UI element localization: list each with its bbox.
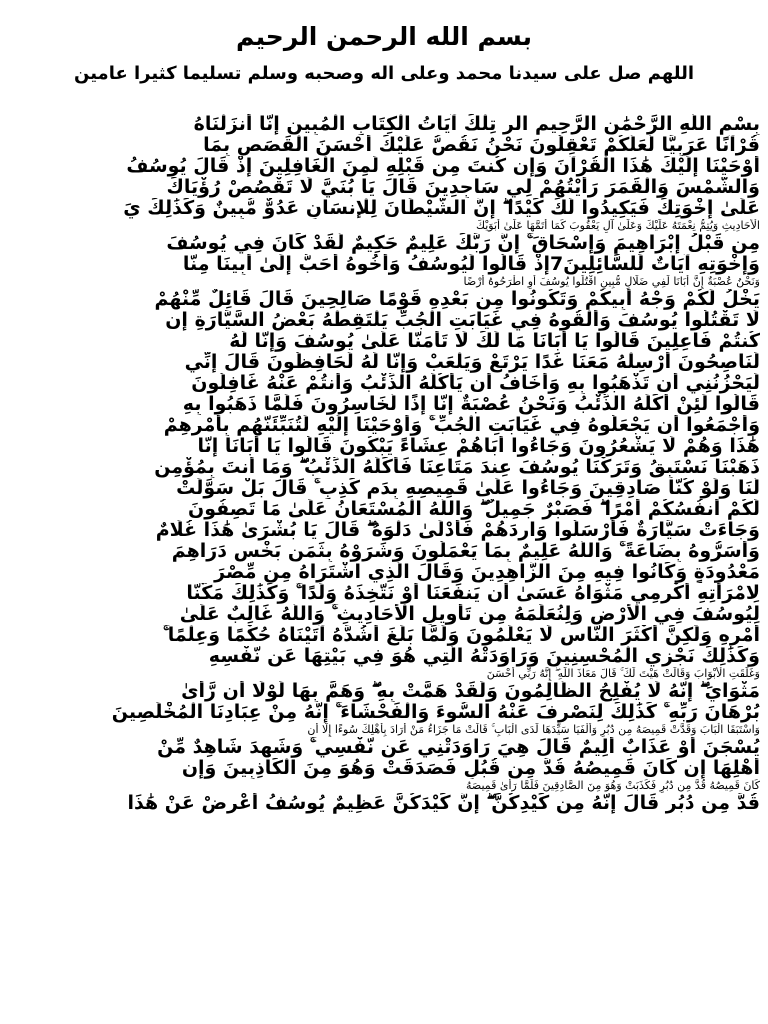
verse-text-line: وَإِخْوَتِهِ آيَاتٌ لِّلسَّائِلِينَ7إِذْ قَالُوا لَيُوسُفُ وَأَخُوهُ أَحَبُّ إِلَىٰ أَبِينَا مِنَّا: [182, 254, 760, 275]
verse-text-line: بُرْهَانَ رَبِّهِ ۚ كَذَٰلِكَ لِنَصْرِفَ عَنْهُ السُّوءَ وَالْفَحْشَاءَ ۚ إِنَّهُ مِنْ عِبَادِنَا الْمُخْلَصِينَ: [111, 702, 760, 723]
verse-text-line: قَالُوا لَئِنْ أَكَلَهُ الذِّئْبُ وَنَحْنُ عُصْبَةٌ إِنَّا إِذًا لَّخَاسِرُونَ فَلَمَّا ذَهَبُوا بِهِ: [182, 394, 760, 415]
page-title: بسم الله الرحمن الرحيم: [236, 22, 532, 51]
verse-text-line: لَيَحْزُنُنِي أَن تَذْهَبُوا بِهِ وَأَخَافُ أَن يَأْكُلَهُ الذِّئْبُ وَأَنتُمْ عَنْهُ غَافِلُونَ: [191, 373, 760, 394]
verse-text-line: هَٰذَا وَهُمْ لَا يَشْعُرُونَ وَجَاءُوا أَبَاهُمْ عِشَاءً يَبْكُونَ قَالُوا يَا أَبَانَا إِنَّا: [197, 436, 760, 457]
verse-text-line: أَوْحَيْنَا إِلَيْكَ هَٰذَا الْقُرْآنَ وَإِن كُنتَ مِن قَبْلِهِ لَمِنَ الْغَافِلِينَ إِذْ قَالَ يُوسُفُ: [126, 156, 760, 177]
interlinear-text-line: وَغَلَّقَتِ الْأَبْوَابَ وَقَالَتْ هَيْتَ لَكَ ۚ قَالَ مَعَاذَ اللَّهِ ۖ إِنَّهُ رَبِّي أَحْسَنَ: [486, 667, 760, 680]
verse-text-line: لِيُوسُفَ فِي الْأَرْضِ وَلِنُعَلِّمَهُ مِن تَأْوِيلِ الْأَحَادِيثِ ۚ وَاللَّهُ غَالِبٌ عَلَىٰ: [179, 604, 760, 625]
verse-text-line: وَأَسَرُّوهُ بِضَاعَةً ۚ وَاللَّهُ عَلِيمٌ بِمَا يَعْمَلُونَ وَشَرَوْهُ بِثَمَنٍ بَخْسٍ دَرَاهِمَ: [171, 541, 760, 562]
verse-text-line: مِن قَبْلُ إِبْرَاهِيمَ وَإِسْحَاقَ ۚ إِنَّ رَبَّكَ عَلِيمٌ حَكِيمٌ لَّقَدْ كَانَ فِي يُوسُفَ: [166, 233, 760, 254]
verse-text-line: بِسْمِ اللَّهِ الرَّحْمَٰنِ الرَّحِيمِ الر تِلْكَ آيَاتُ الْكِتَابِ الْمُبِينِ إِنَّا أَنزَلْنَاهُ: [193, 114, 760, 135]
verse-text-line: يَخْلُ لَكُمْ وَجْهُ أَبِيكُمْ وَتَكُونُوا مِن بَعْدِهِ قَوْمًا صَالِحِينَ قَالَ قَائِلٌ مِّنْهُمْ: [154, 289, 760, 310]
interlinear-text-line: وَاسْتَبَقَا الْبَابَ وَقَدَّتْ قَمِيصَهُ مِن دُبُرٍ وَأَلْفَيَا سَيِّدَهَا لَدَى الْبَابِ ۚ قَالَتْ مَا جَزَاءُ مَنْ أَرَادَ بِأَهْلِكَ سُوءًا إِلَّا أَن: [307, 723, 760, 736]
page-subtitle: اللهم صل على سيدنا محمد وعلى اله وصحبه وسلم تسليما كثيرا عامين: [74, 63, 694, 84]
verse-text-line: قُدَّ مِن دُبُرٍ قَالَ إِنَّهُ مِن كَيْدِكُنَّ ۖ إِنَّ كَيْدَكُنَّ عَظِيمٌ يُوسُفُ أَعْرِضْ عَنْ هَٰذَا: [127, 793, 760, 814]
quran-text-body: [8, 114, 760, 1020]
verse-text-line: لَّنَا وَلَوْ كُنَّا صَادِقِينَ وَجَاءُوا عَلَىٰ قَمِيصِهِ بِدَمٍ كَذِبٍ ۚ قَالَ بَلْ سَوَّلَتْ: [176, 478, 760, 499]
verse-text-line: وَالشَّمْسَ وَالْقَمَرَ رَأَيْتُهُمْ لِي سَاجِدِينَ قَالَ يَا بُنَيَّ لَا تَقْصُصْ رُؤْيَاكَ: [166, 177, 760, 198]
verse-text-line: يُسْجَنَ أَوْ عَذَابٌ أَلِيمٌ قَالَ هِيَ رَاوَدَتْنِي عَن نَّفْسِي ۚ وَشَهِدَ شَاهِدٌ مِّنْ: [157, 737, 760, 758]
verse-text-line: قُرْآنًا عَرَبِيًّا لَّعَلَّكُمْ تَعْقِلُونَ نَحْنُ نَقُصُّ عَلَيْكَ أَحْسَنَ الْقَصَصِ بِمَا: [203, 135, 760, 156]
verse-text-line: أَهْلِهَا إِن كَانَ قَمِيصُهُ قُدَّ مِن قُبُلٍ فَصَدَقَتْ وَهُوَ مِنَ الْكَاذِبِينَ وَإِن: [181, 758, 760, 779]
verse-text-line: لَكُمْ أَنفُسُكُمْ أَمْرًا ۖ فَصَبْرٌ جَمِيلٌ ۖ وَاللَّهُ الْمُسْتَعَانُ عَلَىٰ مَا تَصِفُونَ: [187, 499, 760, 520]
verse-text-line: وَجَاءَتْ سَيَّارَةٌ فَأَرْسَلُوا وَارِدَهُمْ فَأَدْلَىٰ دَلْوَهُ ۖ قَالَ يَا بُشْرَىٰ هَٰذَا غُلَامٌ: [155, 520, 760, 541]
verse-text-line: لَا تَقْتُلُوا يُوسُفَ وَأَلْقُوهُ فِي غَيَابَتِ الْجُبِّ يَلْتَقِطْهُ بَعْضُ السَّيَّارَةِ إِن: [165, 310, 760, 331]
verse-text-line: عَلَىٰ إِخْوَتِكَ فَيَكِيدُوا لَكَ كَيْدًا ۖ إِنَّ الشَّيْطَانَ لِلْإِنسَانِ عَدُوٌّ مُّبِينٌ وَكَذَٰلِكَ يَ: [123, 198, 760, 219]
verse-text-line: لَنَاصِحُونَ أَرْسِلْهُ مَعَنَا غَدًا يَرْتَعْ وَيَلْعَبْ وَإِنَّا لَهُ لَحَافِظُونَ قَالَ إِنِّي: [184, 352, 760, 373]
verse-text-line: كُنتُمْ فَاعِلِينَ قَالُوا يَا أَبَانَا مَا لَكَ لَا تَأْمَنَّا عَلَىٰ يُوسُفَ وَإِنَّا لَهُ: [229, 331, 760, 352]
verse-text-line: أَمْرِهِ وَلَٰكِنَّ أَكْثَرَ النَّاسِ لَا يَعْلَمُونَ وَلَمَّا بَلَغَ أَشُدَّهُ آتَيْنَاهُ حُكْمًا وَعِلْمًا ۚ: [162, 625, 760, 646]
interlinear-text-line: الْأَحَادِيثِ وَيُتِمُّ نِعْمَتَهُ عَلَيْكَ وَعَلَىٰ آلِ يَعْقُوبَ كَمَا أَتَمَّهَا عَلَىٰ أَبَوَيْكَ: [475, 219, 760, 232]
verse-text-line: مَثْوَايَ ۖ إِنَّهُ لَا يُفْلِحُ الظَّالِمُونَ وَلَقَدْ هَمَّتْ بِهِ ۖ وَهَمَّ بِهَا لَوْلَا أَن رَّأَىٰ: [181, 681, 760, 702]
verse-text-line: ذَهَبْنَا نَسْتَبِقُ وَتَرَكْنَا يُوسُفَ عِندَ مَتَاعِنَا فَأَكَلَهُ الذِّئْبُ ۖ وَمَا أَنتَ بِمُؤْمِنٍ: [154, 457, 760, 478]
interlinear-text-line: وَنَحْنُ عُصْبَةٌ إِنَّ أَبَانَا لَفِي ضَلَالٍ مُّبِينٍ اقْتُلُوا يُوسُفَ أَوِ اطْرَحُوهُ أَرْضًا: [463, 275, 760, 288]
interlinear-text-line: كَانَ قَمِيصُهُ قُدَّ مِن دُبُرٍ فَكَذَبَتْ وَهُوَ مِنَ الصَّادِقِينَ فَلَمَّا رَأَىٰ قَمِيصَهُ: [466, 779, 760, 792]
verse-text-line: وَأَجْمَعُوا أَن يَجْعَلُوهُ فِي غَيَابَتِ الْجُبِّ ۚ وَأَوْحَيْنَا إِلَيْهِ لَتُنَبِّئَنَّهُم بِأَمْرِهِمْ: [163, 415, 760, 436]
verse-text-line: وَكَذَٰلِكَ نَجْزِي الْمُحْسِنِينَ وَرَاوَدَتْهُ الَّتِي هُوَ فِي بَيْتِهَا عَن نَّفْسِهِ: [208, 646, 760, 667]
verse-text-line: لِامْرَأَتِهِ أَكْرِمِي مَثْوَاهُ عَسَىٰ أَن يَنفَعَنَا أَوْ نَتَّخِذَهُ وَلَدًا ۚ وَكَذَٰلِكَ مَكَّنَّا: [186, 583, 760, 604]
verse-text-line: مَعْدُودَةٍ وَكَانُوا فِيهِ مِنَ الزَّاهِدِينَ وَقَالَ الَّذِي اشْتَرَاهُ مِن مِّصْرَ: [214, 562, 760, 583]
